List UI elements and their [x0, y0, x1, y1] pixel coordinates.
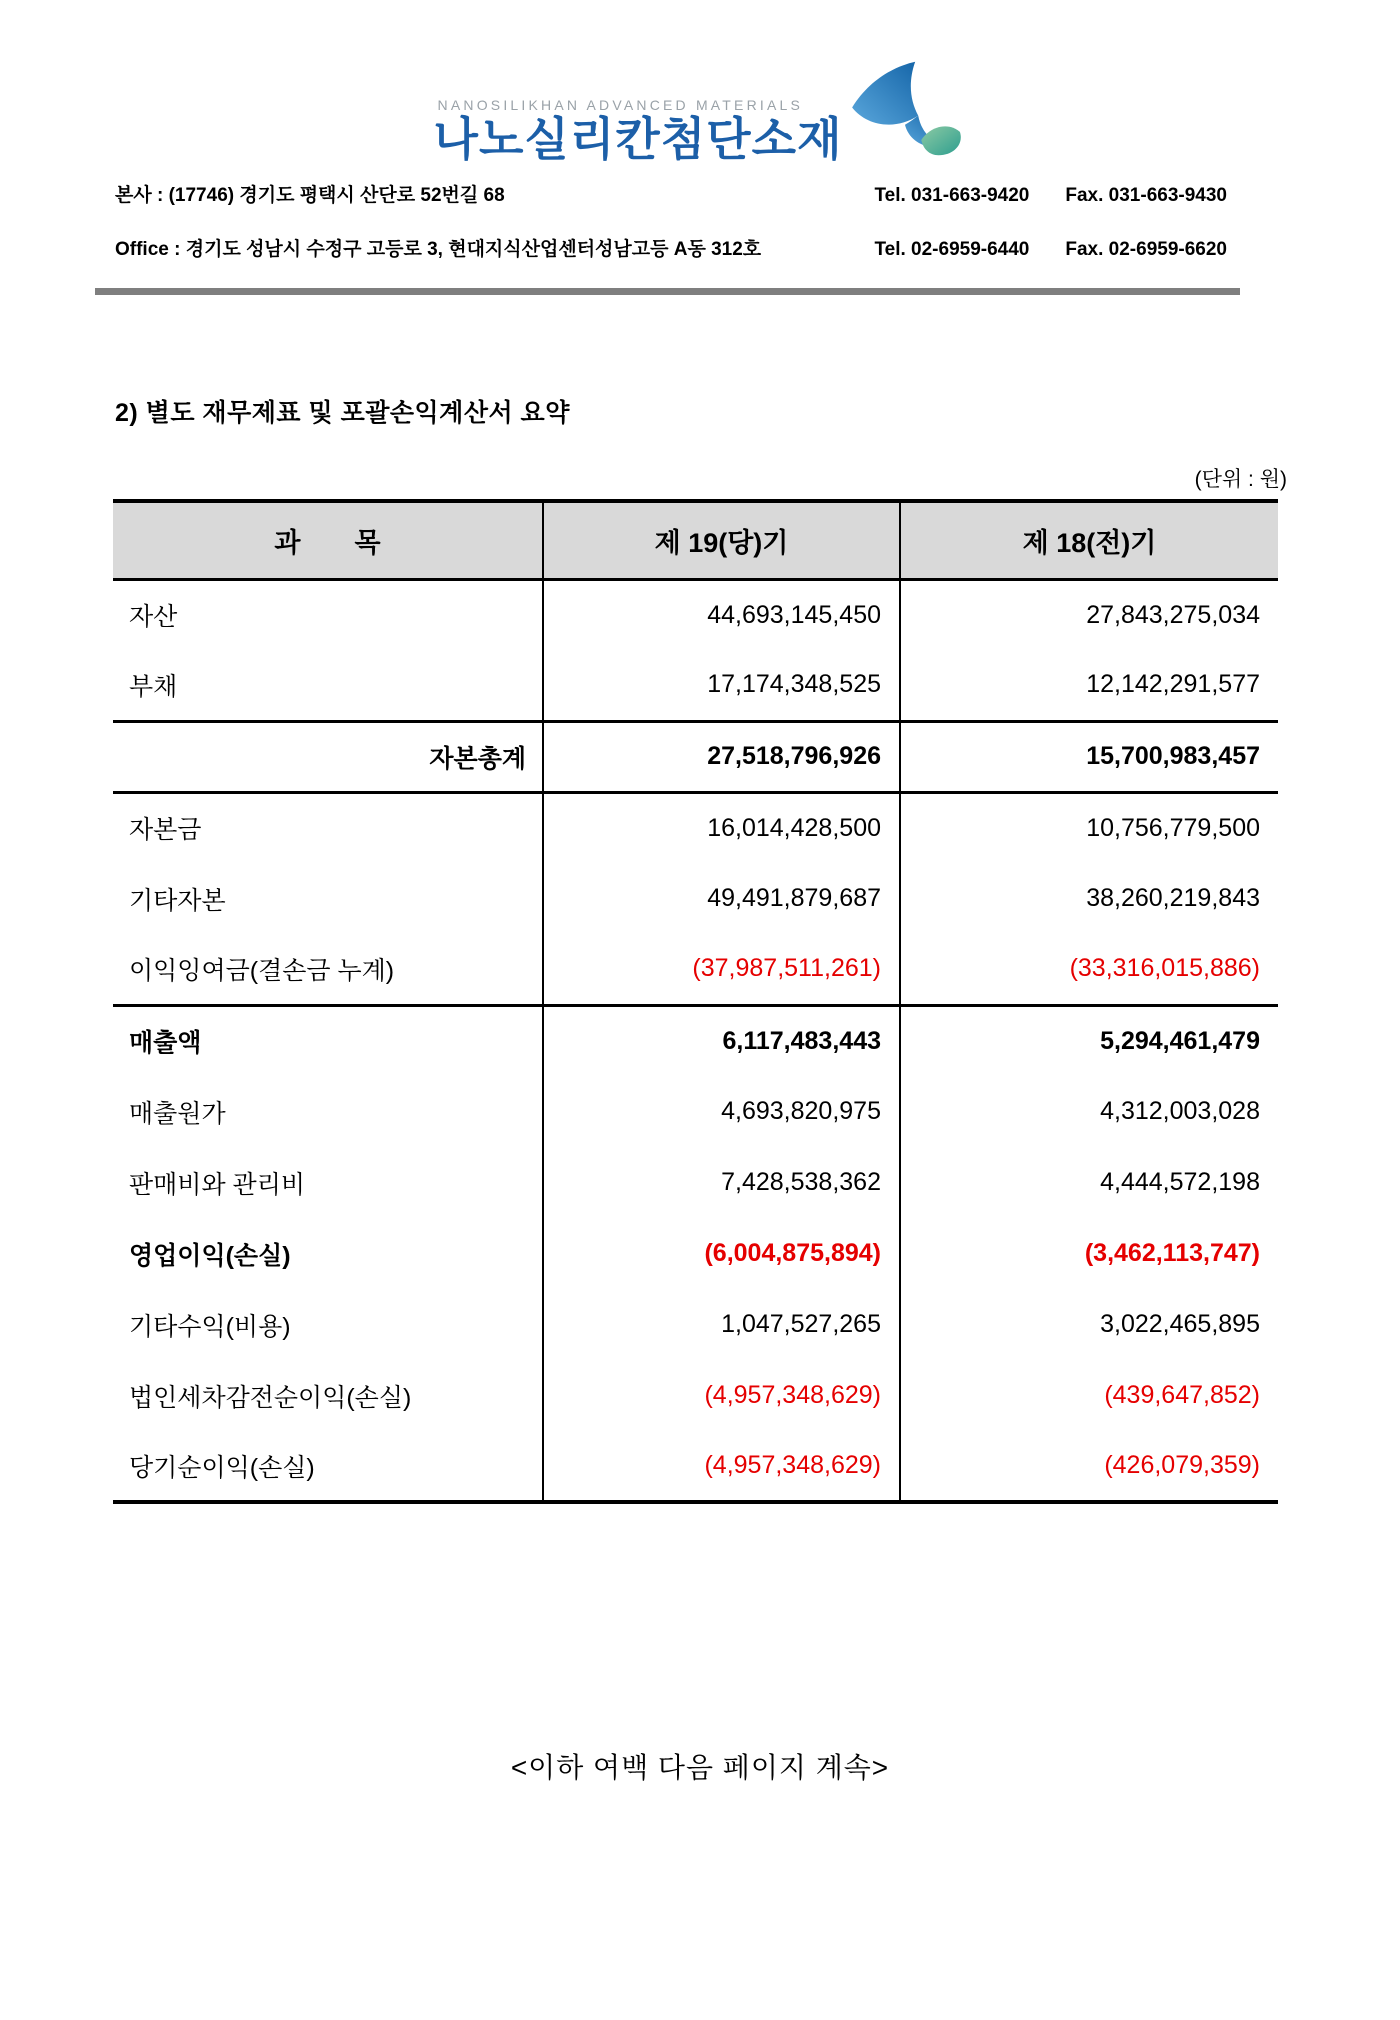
office-contact-row	[115, 234, 1227, 261]
account-cell: 매출원가	[129, 1099, 226, 1128]
header-divider	[95, 288, 1240, 295]
table-header-row	[113, 501, 1278, 579]
office-address: Office : 경기도 성남시 수정구 고등로 3, 현대지식산업센터성남고등 A동 312호	[115, 239, 762, 260]
current-period-cell: (37,987,511,261)	[543, 934, 900, 1005]
account-cell: 기타자본	[129, 886, 226, 915]
account-cell: 기타수익(비용)	[129, 1312, 291, 1341]
current-period-cell: 6,117,483,443	[543, 1005, 900, 1076]
previous-period-cell: 5,294,461,479	[900, 1005, 1278, 1076]
previous-period-cell: (33,316,015,886)	[900, 934, 1278, 1005]
previous-period-cell: 15,700,983,457	[900, 721, 1278, 792]
previous-period-cell: 4,312,003,028	[900, 1076, 1278, 1147]
previous-period-cell: (3,462,113,747)	[900, 1218, 1278, 1289]
hq-address: 본사 : (17746) 경기도 평택시 산단로 52번길 68	[115, 185, 505, 206]
account-cell: 자본총계	[113, 721, 543, 792]
previous-period-cell: (426,079,359)	[900, 1431, 1278, 1502]
account-cell: 부채	[129, 672, 178, 701]
current-period-cell: (4,957,348,629)	[543, 1431, 900, 1502]
table-row	[113, 650, 1278, 721]
contact-block	[115, 180, 1227, 261]
account-cell: 자산	[129, 603, 178, 632]
previous-period-cell: 10,756,779,500	[900, 792, 1278, 863]
table-row	[113, 1431, 1278, 1502]
previous-period-cell: 27,843,275,034	[900, 579, 1278, 650]
previous-period-cell: 12,142,291,577	[900, 650, 1278, 721]
financial-table-body	[113, 579, 1278, 1502]
table-row	[113, 934, 1278, 1005]
current-period-cell: 7,428,538,362	[543, 1147, 900, 1218]
company-name: 나노실리칸첨단소재	[433, 113, 843, 165]
table-row	[113, 1289, 1278, 1360]
company-logo-text	[433, 97, 843, 165]
previous-period-cell: 38,260,219,843	[900, 863, 1278, 934]
current-period-cell: 16,014,428,500	[543, 792, 900, 863]
office-tel: Tel. 02-6959-6440	[874, 239, 1030, 260]
hq-contact-row	[115, 180, 1227, 207]
current-period-cell: 1,047,527,265	[543, 1289, 900, 1360]
table-row	[113, 1218, 1278, 1289]
financial-summary-table	[113, 499, 1278, 1504]
previous-period-cell: (439,647,852)	[900, 1360, 1278, 1431]
current-period-cell: (4,957,348,629)	[543, 1360, 900, 1431]
hq-fax: Fax. 031-663-9430	[1065, 185, 1227, 206]
unit-note: (단위 : 원)	[1194, 468, 1287, 491]
account-cell: 법인세차감전순이익(손실)	[129, 1383, 412, 1412]
current-period-cell: 4,693,820,975	[543, 1076, 900, 1147]
table-row	[113, 1147, 1278, 1218]
hq-phone-group	[874, 185, 1227, 207]
office-fax: Fax. 02-6959-6620	[1065, 239, 1227, 260]
continuation-note: <이하 여백 다음 페이지 계속>	[510, 1752, 890, 1783]
table-row	[113, 1360, 1278, 1431]
account-cell: 이익잉여금(결손금 누계)	[129, 956, 395, 985]
letterhead	[0, 50, 1400, 165]
office-phone-group	[874, 239, 1227, 261]
column-header-current-period: 제 19(당)기	[543, 501, 900, 579]
current-period-cell: (6,004,875,894)	[543, 1218, 900, 1289]
current-period-cell: 49,491,879,687	[543, 863, 900, 934]
document-page	[0, 50, 1400, 1786]
section-title: 2) 별도 재무제표 및 포괄손익계산서 요약	[115, 399, 570, 427]
current-period-cell: 27,518,796,926	[543, 721, 900, 792]
table-row	[113, 1076, 1278, 1147]
table-row	[113, 721, 1278, 792]
company-tagline: NANOSILIKHAN ADVANCED MATERIALS	[437, 97, 804, 113]
current-period-cell: 17,174,348,525	[543, 650, 900, 721]
account-cell: 판매비와 관리비	[129, 1170, 305, 1199]
account-cell: 영업이익(손실)	[129, 1241, 291, 1270]
table-row	[113, 792, 1278, 863]
account-cell: 자본금	[129, 816, 202, 845]
table-row	[113, 863, 1278, 934]
account-cell: 당기순이익(손실)	[113, 1431, 543, 1502]
account-cell: 매출액	[113, 1005, 543, 1076]
previous-period-cell: 3,022,465,895	[900, 1289, 1278, 1360]
table-row	[113, 1005, 1278, 1076]
company-logo-icon	[844, 60, 966, 160]
hq-tel: Tel. 031-663-9420	[874, 185, 1030, 206]
previous-period-cell: 4,444,572,198	[900, 1147, 1278, 1218]
column-header-previous-period: 제 18(전)기	[900, 501, 1278, 579]
table-row	[113, 579, 1278, 650]
current-period-cell: 44,693,145,450	[543, 579, 900, 650]
column-header-account: 과 목	[113, 501, 543, 579]
